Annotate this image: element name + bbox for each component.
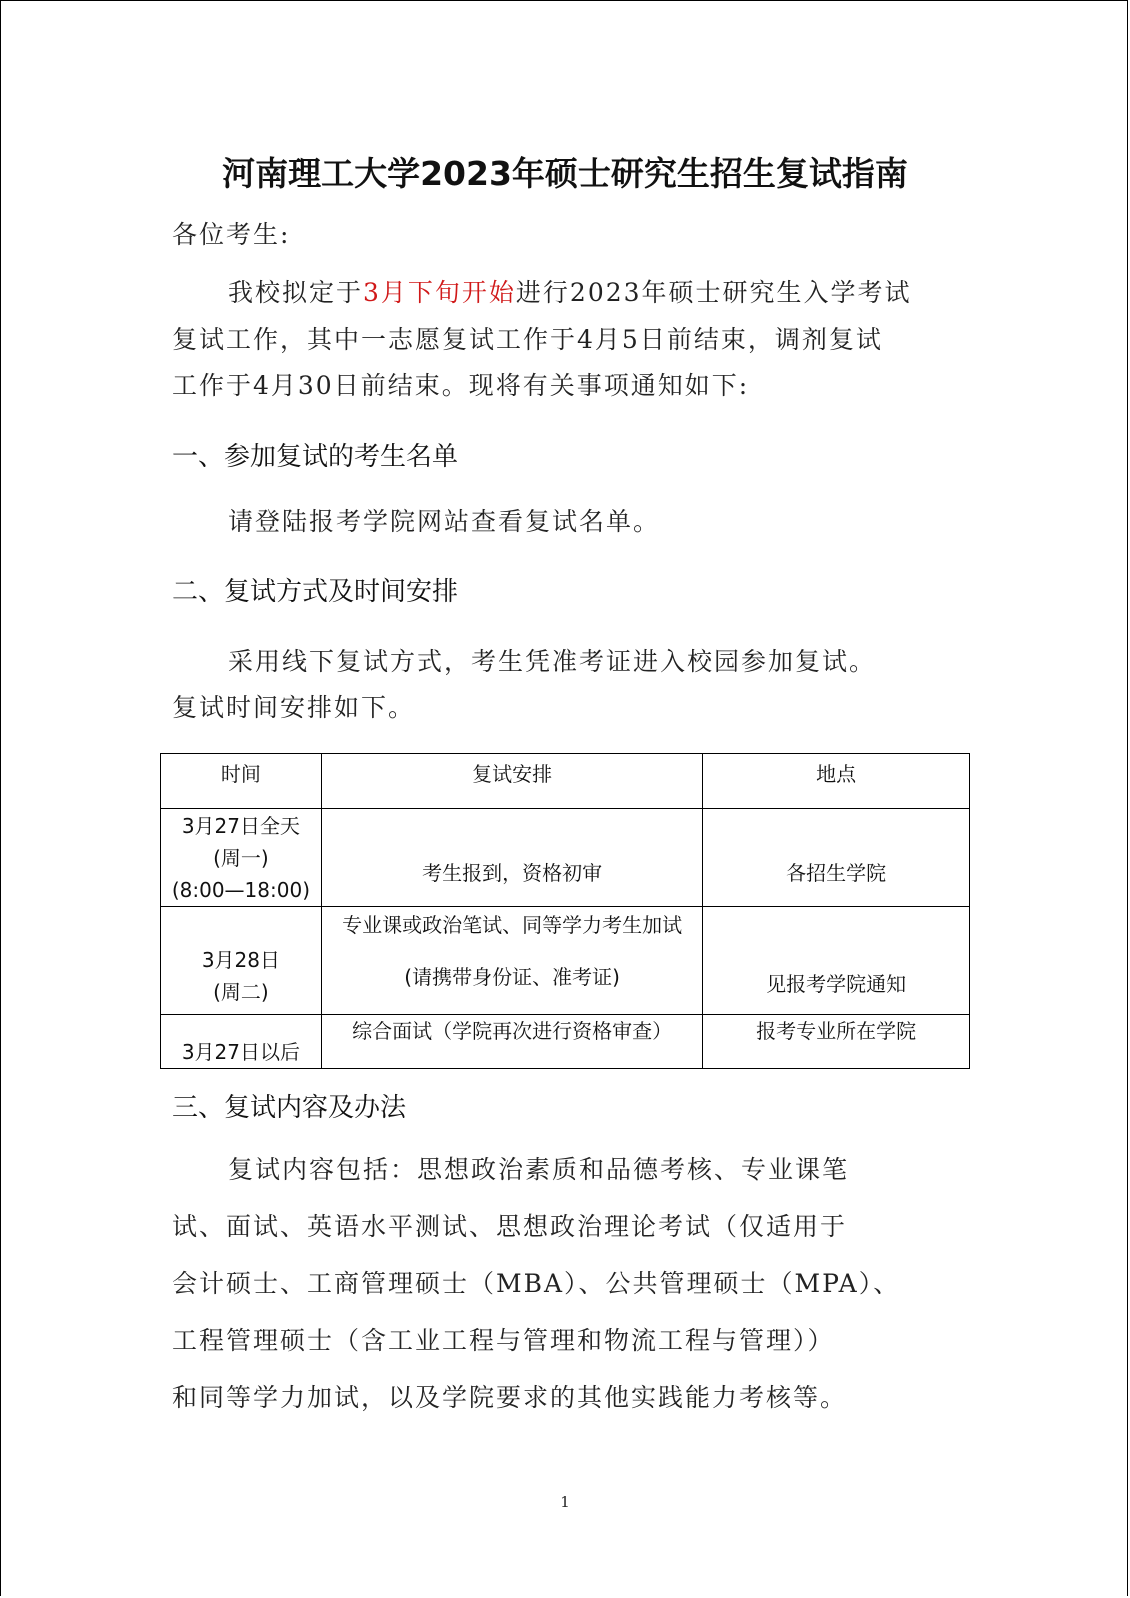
section-2-text-line-2: 复试时间安排如下。 xyxy=(172,693,416,722)
table-cell-time xyxy=(161,809,322,907)
table-cell-time xyxy=(161,907,322,1015)
section-2-text-line-1: 采用线下复试方式，考生凭准考证进入校园参加复试。 xyxy=(228,647,877,676)
table-cell-location: 报考专业所在学院 xyxy=(703,1015,970,1069)
intro-line-1-suffix: 进行2023年硕士研究生入学考试 xyxy=(515,278,912,307)
table-cell-location: 各招生学院 xyxy=(703,809,970,907)
salutation: 各位考生: xyxy=(172,220,291,249)
arrangement-line: 专业课或政治笔试、同等学力考生加试 xyxy=(342,913,683,937)
document-title: 河南理工大学2023年硕士研究生招生复试指南 xyxy=(222,154,908,193)
intro-line-1-prefix: 我校拟定于 xyxy=(228,278,364,307)
arrangement-line: 考生报到，资格初审 xyxy=(422,860,603,885)
table-row xyxy=(161,809,970,907)
table-cell-arrangement xyxy=(321,809,702,907)
time-line: (周二) xyxy=(213,979,269,1004)
intro-line-2: 复试工作，其中一志愿复试工作于4月5日前结束，调剂复试 xyxy=(172,325,883,354)
table-header-time: 时间 xyxy=(161,754,322,809)
intro-line-1 xyxy=(228,273,912,309)
section-3-line-4: 工程管理硕士（含工业工程与管理和物流工程与管理）） xyxy=(172,1326,835,1355)
table-cell-arrangement xyxy=(321,907,702,1015)
time-line: 3月27日以后 xyxy=(181,1040,301,1064)
time-line: (周一) xyxy=(213,845,269,870)
table-row xyxy=(161,907,970,1015)
arrangement-line: (请携带身份证、准考证) xyxy=(404,965,620,989)
intro-highlight: 3月下旬开始 xyxy=(363,278,516,307)
table-header-arrangement: 复试安排 xyxy=(321,754,702,809)
table-header-location: 地点 xyxy=(703,754,970,809)
time-line: 3月28日 xyxy=(201,947,281,972)
section-2-heading: 二、复试方式及时间安排 xyxy=(172,577,459,607)
schedule-table xyxy=(160,753,970,1069)
section-3-line-3: 会计硕士、工商管理硕士（MBA）、公共管理硕士（MPA）、 xyxy=(172,1269,901,1298)
table-header-row xyxy=(161,754,970,809)
table-cell-time xyxy=(161,1015,322,1069)
table-cell-location: 见报考学院通知 xyxy=(703,907,970,1015)
time-line: (8:00—18:00) xyxy=(171,877,310,902)
intro-line-3: 工作于4月30日前结束。现将有关事项通知如下: xyxy=(172,371,750,400)
page-number: 1 xyxy=(560,1493,570,1511)
section-1-text: 请登陆报考学院网站查看复试名单。 xyxy=(228,507,661,536)
table-cell-arrangement xyxy=(321,1015,702,1069)
section-3-line-2: 试、面试、英语水平测试、思想政治理论考试（仅适用于 xyxy=(172,1212,848,1241)
arrangement-line: 综合面试（学院再次进行资格审查） xyxy=(352,1019,673,1043)
section-3-line-5: 和同等学力加试，以及学院要求的其他实践能力考核等。 xyxy=(172,1383,848,1412)
section-1-heading: 一、参加复试的考生名单 xyxy=(172,442,459,472)
table-row xyxy=(161,1015,970,1069)
time-line: 3月27日全天 xyxy=(181,813,301,838)
section-3-line-1: 复试内容包括：思想政治素质和品德考核、专业课笔 xyxy=(228,1155,850,1184)
section-3-heading: 三、复试内容及办法 xyxy=(172,1093,407,1123)
